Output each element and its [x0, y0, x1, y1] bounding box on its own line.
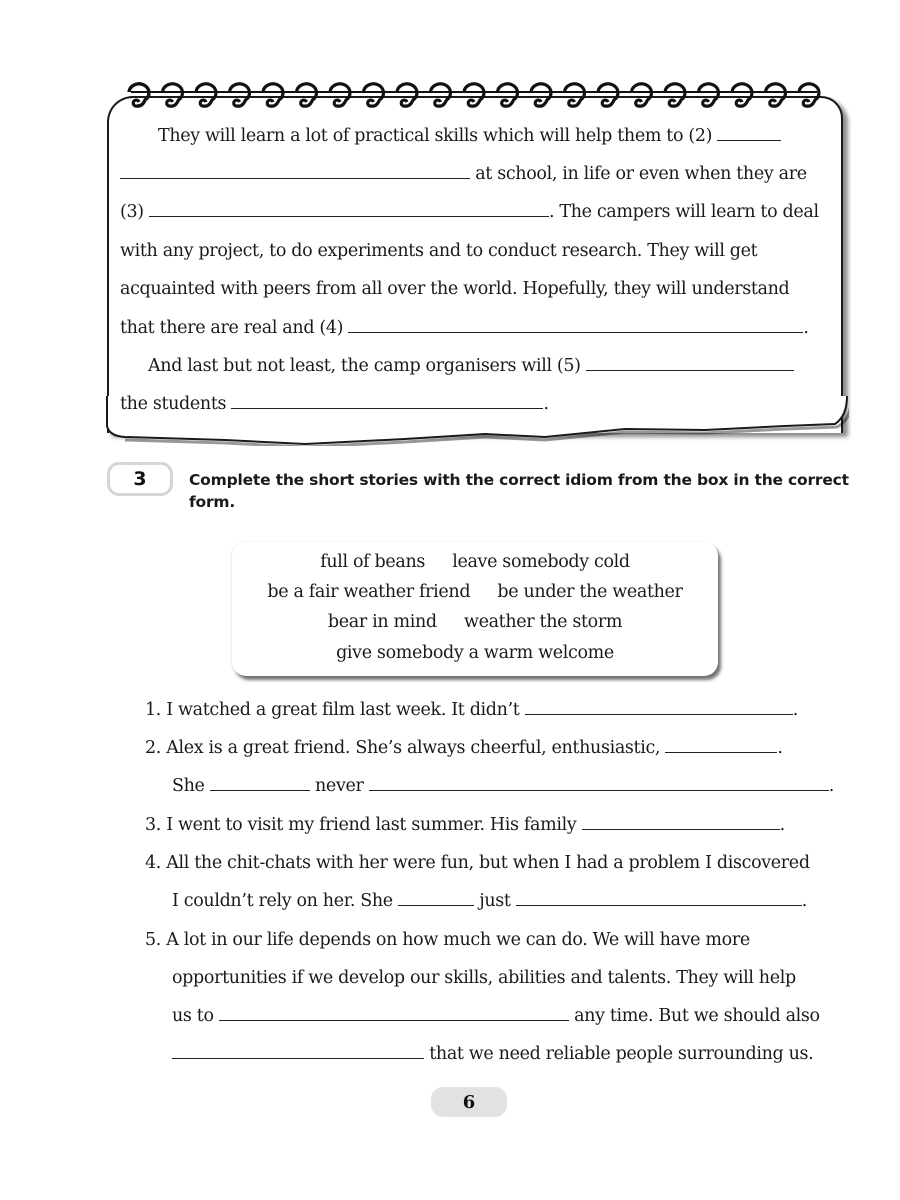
blank-2-continued[interactable] — [120, 164, 470, 179]
idiom-row-1 — [232, 552, 718, 572]
story-4-blank-2[interactable] — [516, 891, 802, 906]
story-4-blank-1[interactable] — [398, 891, 474, 906]
story-2-line-1: 2. Alex is a great friend. She’s always cheerful, enthusiastic, . — [145, 738, 783, 758]
idiom-item: be under the weather — [497, 582, 683, 602]
idiom-item: bear in mind — [327, 612, 437, 632]
story-5-line-4: that we need reliable people surrounding us. — [172, 1044, 813, 1064]
idiom-item: full of beans — [320, 552, 425, 572]
idiom-item: weather the storm — [463, 612, 623, 632]
story-4-line-1: 4. All the chit-chats with her were fun, but when I had a problem I discovered — [145, 853, 810, 873]
idiom-item: leave somebody cold — [452, 552, 630, 572]
story-3-blank[interactable] — [582, 815, 780, 830]
passage-line-5: acquainted with peers from all over the world. Hopefully, they will understand — [120, 279, 790, 299]
story-5-line-2: opportunities if we develop our skills, abilities and talents. They will help — [172, 968, 796, 988]
story-5-blank-1[interactable] — [219, 1006, 569, 1021]
story-1: 1. I watched a great film last week. It didn’t . — [145, 700, 798, 720]
story-5-line-3: us to any time. But we should also — [172, 1006, 820, 1026]
spiral-binding-icon — [127, 80, 827, 116]
story-2-blank-3[interactable] — [369, 776, 829, 791]
idiom-item: give somebody a warm welcome — [336, 643, 614, 663]
story-3: 3. I went to visit my friend last summer. His family . — [145, 815, 785, 835]
story-5-blank-2[interactable] — [172, 1044, 424, 1059]
passage-line-6: that there are real and (4) . — [120, 318, 809, 338]
blank-5[interactable] — [586, 356, 794, 371]
idiom-row-2 — [232, 582, 718, 602]
exercise-instruction: Complete the short stories with the correct idiom from the box in the correct form. — [189, 471, 849, 511]
notebook-frame — [107, 96, 843, 433]
idiom-row-4 — [232, 643, 718, 663]
story-1-blank[interactable] — [525, 700, 793, 715]
blank-4[interactable] — [348, 318, 803, 333]
story-2-blank-2[interactable] — [210, 776, 310, 791]
passage-line-1: They will learn a lot of practical skills which will help them to (2) — [158, 126, 781, 146]
blank-5-continued[interactable] — [231, 394, 543, 409]
passage-line-3: (3) . The campers will learn to deal — [120, 202, 819, 222]
idiom-box — [232, 542, 718, 676]
idiom-item: be a fair weather friend — [267, 582, 471, 602]
blank-3[interactable] — [149, 202, 549, 217]
passage-line-8: the students . — [120, 394, 549, 414]
story-5-line-1: 5. A lot in our life depends on how much we can do. We will have more — [145, 930, 750, 950]
story-2-blank-1[interactable] — [665, 738, 777, 753]
story-2-line-2: She never . — [172, 776, 834, 796]
story-4-line-2: I couldn’t rely on her. She just . — [172, 891, 807, 911]
notebook-passage-card — [107, 96, 845, 434]
passage-line-2: at school, in life or even when they are — [120, 164, 807, 184]
exercise-number-badge: 3 — [107, 462, 173, 496]
blank-2[interactable] — [717, 126, 781, 141]
passage-line-4: with any project, to do experiments and to conduct research. They will get — [120, 241, 758, 261]
page-number: 6 — [431, 1087, 507, 1117]
idiom-row-3 — [232, 612, 718, 632]
passage-line-7: And last but not least, the camp organisers will (5) — [148, 356, 794, 376]
